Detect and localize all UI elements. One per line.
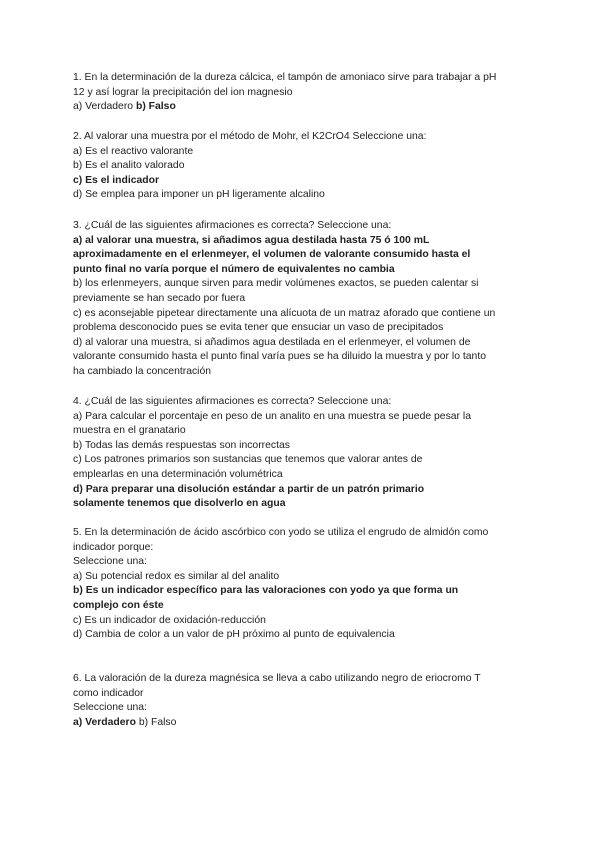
question-4-stem-line: 4. ¿Cuál de las siguientes afirmaciones es correcta? Seleccione una: xyxy=(73,396,392,407)
question-3-option-a-correct: punto final no varía porque el número de equivalentes no cambia xyxy=(73,263,395,275)
question-1-option-a: a) Verdadero xyxy=(73,101,134,113)
question-3-stem-line: 3. ¿Cuál de las siguientes afirmaciones es correcta? Seleccione una: xyxy=(73,220,392,231)
question-2 xyxy=(73,130,543,203)
question-3-option-d: d) al valorar una muestra, si añadimos agua destilada en el erlenmeyer, el volumen de xyxy=(73,336,471,348)
question-2-stem-line: 2. Al valorar una muestra por el método de Mohr, el K2CrO4 Seleccione una: xyxy=(73,131,427,142)
question-4-option-b: b) Todas las demás respuestas son incorrectas xyxy=(73,439,290,451)
question-6-stem-line: Seleccione una: xyxy=(73,702,147,714)
question-6 xyxy=(73,672,543,730)
question-3-option-d: valorante consumido hasta el punto final varía pues se ha diluido la muestra y por lo tanto xyxy=(73,351,486,363)
question-5-option-b-correct: b) Es un indicador específico para las valoraciones con yodo ya que forma un xyxy=(73,585,459,597)
question-6-option-b: b) Falso xyxy=(138,716,177,728)
question-4 xyxy=(73,395,543,512)
question-6-option-a-correct: a) Verdadero xyxy=(73,716,136,728)
question-2-option-b: b) Es el analito valorado xyxy=(73,160,185,172)
question-1-stem-line: 12 y así lograr la precipitación del ion magnesio xyxy=(73,86,293,98)
question-5-option-c: c) Es un indicador de oxidación-reducción xyxy=(73,614,266,626)
question-5-stem-line: 5. En la determinación de ácido ascórbico con yodo se utiliza el engrudo de almidón como xyxy=(73,527,489,538)
question-5-option-b-correct: complejo con éste xyxy=(73,599,164,611)
question-5-stem-line: indicador porque: xyxy=(73,541,154,553)
question-1 xyxy=(73,71,543,115)
question-5 xyxy=(73,526,543,643)
question-3-option-a-correct: aproximadamente en el erlenmeyer, el volumen de valorante consumido hasta el xyxy=(73,249,471,261)
question-4-option-a: muestra en el granatario xyxy=(73,425,186,437)
question-3-option-c: problema desconocido pues se evita tener que ensuciar un vaso de precipitados xyxy=(73,322,444,334)
question-3-option-b: previamente se han secado por fuera xyxy=(73,292,246,304)
question-6-stem-line: 6. La valoración de la dureza magnésica se lleva a cabo utilizando negro de eriocromo T xyxy=(73,673,481,684)
question-4-option-d-correct: d) Para preparar una disolución estándar a partir de un patrón primario xyxy=(73,483,425,495)
question-5-option-a: a) Su potencial redox es similar al del analito xyxy=(73,570,280,582)
question-3-option-a-correct: a) al valorar una muestra, si añadimos agua destilada hasta 75 ó 100 mL xyxy=(73,234,430,246)
question-6-stem-line: como indicador xyxy=(73,687,144,699)
question-1-answers xyxy=(73,100,543,115)
question-1-option-b-correct: b) Falso xyxy=(135,101,176,113)
question-2-option-d: d) Se emplea para imponer un pH ligeramente alcalino xyxy=(73,189,325,201)
question-6-answers xyxy=(73,716,543,731)
question-4-option-d-correct: solamente tenemos que disolverlo en agua xyxy=(73,498,286,510)
question-3 xyxy=(73,219,543,380)
question-2-option-c-correct: c) Es el indicador xyxy=(73,174,160,186)
question-2-option-a: a) Es el reactivo valorante xyxy=(73,145,194,157)
question-4-option-c: c) Los patrones primarios son sustancias que tenemos que valorar antes de xyxy=(73,454,423,466)
question-1-stem-line: 1. En la determinación de la dureza cálcica, el tampón de amoniaco sirve para trabajar a pH xyxy=(73,72,497,83)
question-3-option-c: c) es aconsejable pipetear directamente una alícuota de un matraz aforado que contiene un xyxy=(73,307,496,319)
question-3-option-b: b) los erlenmeyers, aunque sirven para medir volúmenes exactos, se pueden calentar si xyxy=(73,278,479,290)
question-5-stem-line: Seleccione una: xyxy=(73,556,147,568)
question-5-option-d: d) Cambia de color a un valor de pH próximo al punto de equivalencia xyxy=(73,629,395,641)
question-3-option-d: ha cambiado la concentración xyxy=(73,365,212,377)
question-4-option-a: a) Para calcular el porcentaje en peso de un analito en una muestra se puede pesar la xyxy=(73,410,471,422)
question-4-option-c: emplearlas en una determinación volumétrica xyxy=(73,468,283,480)
